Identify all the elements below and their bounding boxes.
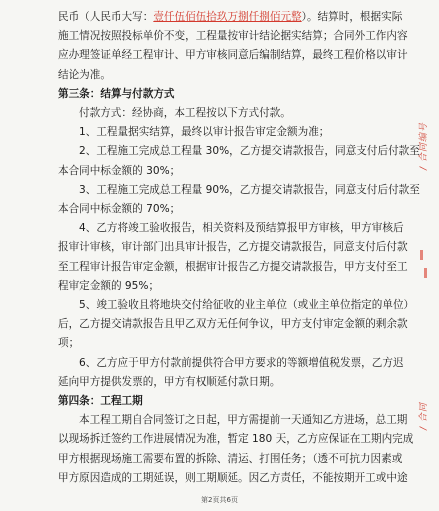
text-line: 延向甲方提供发票的，甲方有权顺延付款日期。 — [58, 375, 281, 388]
section-heading: 第三条：结算与付款方式 — [58, 87, 175, 100]
text-segment: 民币（人民币大写： — [58, 11, 154, 23]
text-line: 项； — [58, 337, 80, 350]
amount-in-words: 壹仟伍佰伍拾玖万捌仟捌佰元整 — [153, 11, 302, 23]
text-line: 结论为准。 — [58, 68, 111, 81]
text-segment: ）。结算时，根据实际 — [301, 11, 403, 23]
text-line: 后，乙方提交请款报告且甲乙双方无任何争议，甲方支付审定金额的剩余款 — [58, 318, 408, 331]
payment-clause: 2、工程施工完成总工程量 30%，乙方提交请款报告，同意支付后付款至 — [79, 145, 420, 158]
handwritten-signature-mark: / 合同 — [419, 402, 429, 430]
handwritten-signature-mark: / 合同编号 — [419, 122, 429, 170]
red-ink-mark — [420, 250, 423, 260]
text-line: 本合同中标金额的 70%； — [58, 203, 181, 216]
text-line: 付款方式：经协商，本工程按以下方式付款。 — [79, 107, 291, 120]
text-line: 程审定金额的 95%； — [58, 279, 160, 292]
red-ink-mark — [424, 268, 427, 278]
text-line: 施工情况按照投标单价不变，工程量按审计结论据实结算；合同外工作内容 — [58, 30, 408, 43]
payment-clause: 1、工程量据实结算，最终以审计报告审定金额为准； — [79, 126, 330, 139]
payment-clause: 5、竣工验收且将地块交付给征收的业主单位（或业主单位指定的单位） — [79, 299, 415, 312]
section-heading: 第四条：工程工期 — [58, 395, 143, 408]
text-line: 本合同中标金额的 30%； — [58, 164, 181, 177]
text-line: 甲方根据现场施工需要布置的拆除、清运、打围任务；（透不可抗力因素或 — [58, 452, 403, 465]
text-line: 甲方原因造成的工期延误，则工期顺延。因乙方责任，不能按期开工或中途 — [58, 471, 408, 484]
page-number: 第2页共6页 — [201, 496, 238, 504]
text-line — [58, 8, 413, 27]
text-line: 至工程审计报告审定金额，根据审计报告乙方提交请款报告，甲方支付至工 — [58, 260, 408, 273]
payment-clause: 4、乙方将竣工验收报告，相关资料及预结算报甲方审核，甲方审核后 — [79, 222, 404, 235]
payment-clause: 3、工程施工完成总工程量 90%，乙方提交请款报告，同意支付后付款至 — [79, 183, 420, 196]
text-line: 本工程工期自合同签订之日起，甲方需提前一天通知乙方进场，总工期 — [79, 414, 408, 427]
text-line: 以现场拆迁签约工作进展情况为准，暂定 180 天，乙方应保证在工期内完成 — [58, 433, 414, 446]
payment-clause: 6、乙方应于甲方付款前提供符合甲方要求的等额增值税发票，乙方迟 — [79, 356, 404, 369]
text-line: 报审计审核，审计部门出具审计报告，乙方提交请款报告，同意支付后付款 — [58, 241, 408, 254]
contract-body — [58, 8, 420, 488]
text-line: 应办理签证单经工程审计、甲方审核同意后编制结算，最终工程价格以审计 — [58, 49, 408, 62]
